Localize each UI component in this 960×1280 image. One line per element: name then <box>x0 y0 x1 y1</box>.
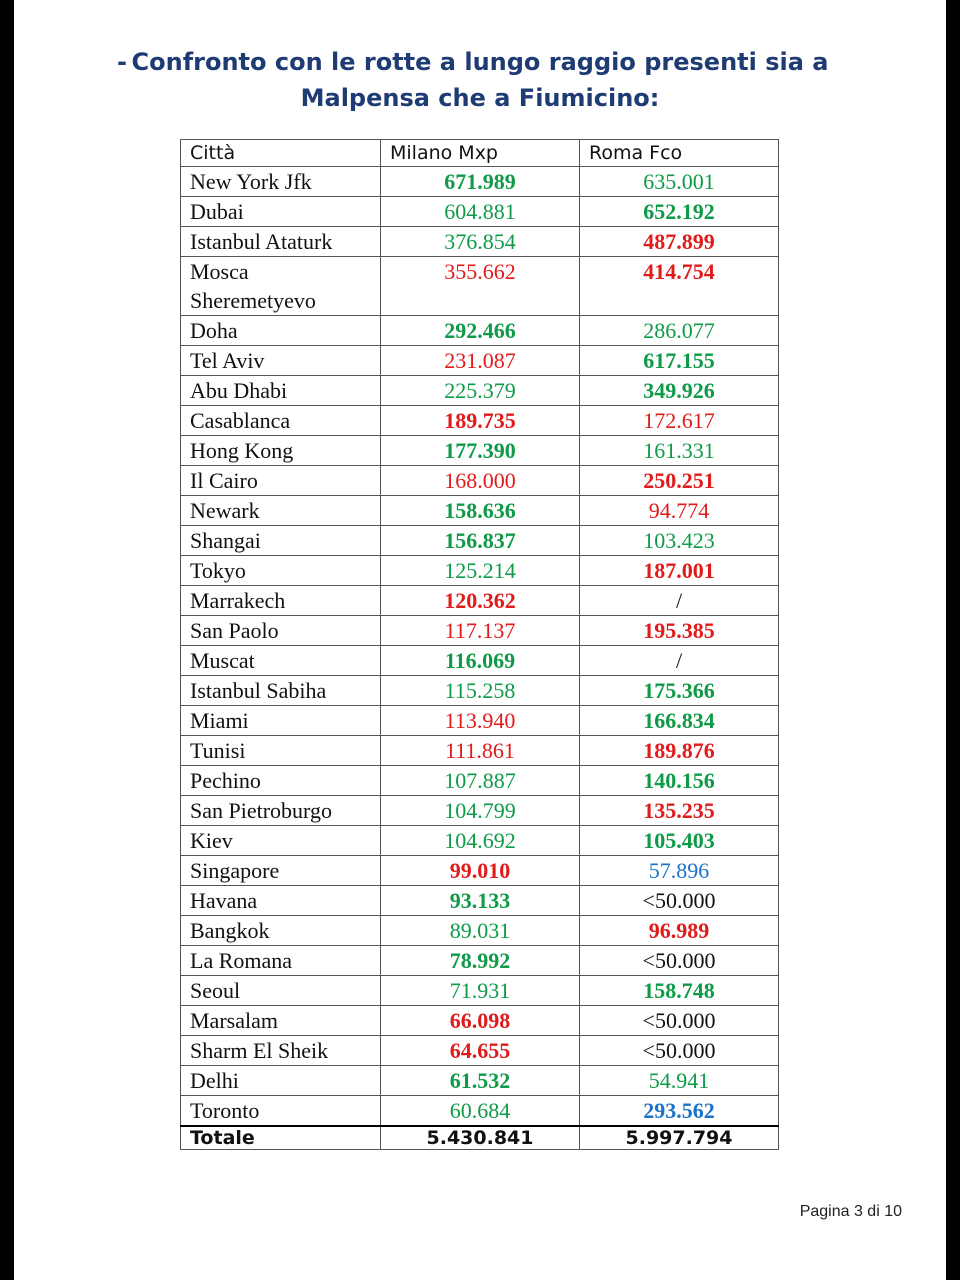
table-row <box>181 1006 779 1036</box>
total-mxp: 5.430.841 <box>381 1126 580 1150</box>
mxp-cell: 120.362 <box>381 586 580 616</box>
fco-cell: 96.989 <box>580 916 779 946</box>
mxp-cell: 115.258 <box>381 676 580 706</box>
table-row <box>181 406 779 436</box>
fco-cell: 635.001 <box>580 167 779 197</box>
mxp-cell: 78.992 <box>381 946 580 976</box>
city-cell: Istanbul Sabiha <box>181 676 381 706</box>
fco-cell: 172.617 <box>580 406 779 436</box>
fco-cell: 652.192 <box>580 197 779 227</box>
table-row <box>181 826 779 856</box>
mxp-cell: 177.390 <box>381 436 580 466</box>
table-row <box>181 586 779 616</box>
city-cell: San Pietroburgo <box>181 796 381 826</box>
fco-cell: <50.000 <box>580 886 779 916</box>
fco-cell: 105.403 <box>580 826 779 856</box>
city-cell: Tel Aviv <box>181 346 381 376</box>
city-cell: Doha <box>181 316 381 346</box>
mxp-cell: 189.735 <box>381 406 580 436</box>
table-row <box>181 376 779 406</box>
city-cell: Abu Dhabi <box>181 376 381 406</box>
city-cell: Kiev <box>181 826 381 856</box>
fco-cell: 161.331 <box>580 436 779 466</box>
header-milano-mxp: Milano Mxp <box>381 140 580 167</box>
table-row <box>181 257 779 316</box>
fco-cell: 349.926 <box>580 376 779 406</box>
document-page <box>14 0 946 1280</box>
city-cell: Il Cairo <box>181 466 381 496</box>
mxp-cell: 116.069 <box>381 646 580 676</box>
mxp-cell: 671.989 <box>381 167 580 197</box>
mxp-cell: 168.000 <box>381 466 580 496</box>
table-row <box>181 1066 779 1096</box>
total-label: Totale <box>181 1126 381 1150</box>
fco-cell: / <box>580 646 779 676</box>
mxp-cell: 292.466 <box>381 316 580 346</box>
city-cell: Marsalam <box>181 1006 381 1036</box>
fco-cell: 158.748 <box>580 976 779 1006</box>
table-row <box>181 766 779 796</box>
page-number: Pagina 3 di 10 <box>799 1203 902 1220</box>
heading-bullet: - <box>117 48 127 76</box>
table-row <box>181 976 779 1006</box>
fco-cell: 103.423 <box>580 526 779 556</box>
mxp-cell: 158.636 <box>381 496 580 526</box>
table-row <box>181 886 779 916</box>
mxp-cell: 66.098 <box>381 1006 580 1036</box>
mxp-cell: 231.087 <box>381 346 580 376</box>
mxp-cell: 113.940 <box>381 706 580 736</box>
mxp-cell: 107.887 <box>381 766 580 796</box>
table-row <box>181 466 779 496</box>
city-cell: Hong Kong <box>181 436 381 466</box>
mxp-cell: 604.881 <box>381 197 580 227</box>
mxp-cell: 93.133 <box>381 886 580 916</box>
table-row <box>181 1036 779 1066</box>
table-row <box>181 316 779 346</box>
table-row <box>181 227 779 257</box>
header-roma-fco: Roma Fco <box>580 140 779 167</box>
mxp-cell: 64.655 <box>381 1036 580 1066</box>
city-cell: Tunisi <box>181 736 381 766</box>
heading-line-2: Malpensa che a Fiumicino: <box>300 84 660 112</box>
table-total-row <box>181 1126 779 1150</box>
city-cell: Sharm El Sheik <box>181 1036 381 1066</box>
city-cell: Havana <box>181 886 381 916</box>
table-header-row <box>181 140 779 167</box>
city-cell: New York Jfk <box>181 167 381 197</box>
mxp-cell: 71.931 <box>381 976 580 1006</box>
mxp-cell: 117.137 <box>381 616 580 646</box>
fco-cell: 189.876 <box>580 736 779 766</box>
fco-cell: 140.156 <box>580 766 779 796</box>
mxp-cell: 125.214 <box>381 556 580 586</box>
table-row <box>181 526 779 556</box>
fco-cell: <50.000 <box>580 1006 779 1036</box>
mxp-cell: 61.532 <box>381 1066 580 1096</box>
city-cell: Dubai <box>181 197 381 227</box>
city-cell: Toronto <box>181 1096 381 1127</box>
fco-cell: <50.000 <box>580 946 779 976</box>
mxp-cell: 111.861 <box>381 736 580 766</box>
routes-comparison-table <box>180 139 779 1150</box>
city-cell: Pechino <box>181 766 381 796</box>
header-city: Città <box>181 140 381 167</box>
table-row <box>181 646 779 676</box>
fco-cell: 57.896 <box>580 856 779 886</box>
fco-cell: 250.251 <box>580 466 779 496</box>
city-cell: Miami <box>181 706 381 736</box>
city-cell: Muscat <box>181 646 381 676</box>
city-cell: Mosca Sheremetyevo <box>181 257 381 316</box>
table-row <box>181 856 779 886</box>
fco-cell: 487.899 <box>580 227 779 257</box>
fco-cell: <50.000 <box>580 1036 779 1066</box>
table-row <box>181 436 779 466</box>
fco-cell: 187.001 <box>580 556 779 586</box>
table-row <box>181 736 779 766</box>
mxp-cell: 156.837 <box>381 526 580 556</box>
mxp-cell: 99.010 <box>381 856 580 886</box>
city-cell: La Romana <box>181 946 381 976</box>
table-row <box>181 916 779 946</box>
mxp-cell: 104.692 <box>381 826 580 856</box>
city-cell: Delhi <box>181 1066 381 1096</box>
section-heading <box>14 44 946 116</box>
fco-cell: 414.754 <box>580 257 779 316</box>
mxp-cell: 60.684 <box>381 1096 580 1127</box>
table-row <box>181 197 779 227</box>
table-row <box>181 1096 779 1127</box>
city-cell: Tokyo <box>181 556 381 586</box>
fco-cell: 175.366 <box>580 676 779 706</box>
fco-cell: 135.235 <box>580 796 779 826</box>
mxp-cell: 376.854 <box>381 227 580 257</box>
city-cell: Istanbul Ataturk <box>181 227 381 257</box>
fco-cell: 54.941 <box>580 1066 779 1096</box>
city-cell: Casablanca <box>181 406 381 436</box>
table-row <box>181 946 779 976</box>
city-cell: Marrakech <box>181 586 381 616</box>
table-row <box>181 556 779 586</box>
city-cell: Shangai <box>181 526 381 556</box>
fco-cell: / <box>580 586 779 616</box>
fco-cell: 293.562 <box>580 1096 779 1127</box>
fco-cell: 195.385 <box>580 616 779 646</box>
heading-line-1: Confronto con le rotte a lungo raggio presenti sia a <box>131 48 829 76</box>
fco-cell: 617.155 <box>580 346 779 376</box>
fco-cell: 286.077 <box>580 316 779 346</box>
city-cell: Bangkok <box>181 916 381 946</box>
table-row <box>181 167 779 197</box>
table-row <box>181 796 779 826</box>
mxp-cell: 225.379 <box>381 376 580 406</box>
table-row <box>181 346 779 376</box>
city-cell: Newark <box>181 496 381 526</box>
mxp-cell: 104.799 <box>381 796 580 826</box>
table-row <box>181 616 779 646</box>
city-cell: Seoul <box>181 976 381 1006</box>
mxp-cell: 355.662 <box>381 257 580 316</box>
city-cell: Singapore <box>181 856 381 886</box>
city-cell: San Paolo <box>181 616 381 646</box>
table-row <box>181 496 779 526</box>
fco-cell: 166.834 <box>580 706 779 736</box>
table-row <box>181 706 779 736</box>
total-fco: 5.997.794 <box>580 1126 779 1150</box>
table-row <box>181 676 779 706</box>
mxp-cell: 89.031 <box>381 916 580 946</box>
fco-cell: 94.774 <box>580 496 779 526</box>
